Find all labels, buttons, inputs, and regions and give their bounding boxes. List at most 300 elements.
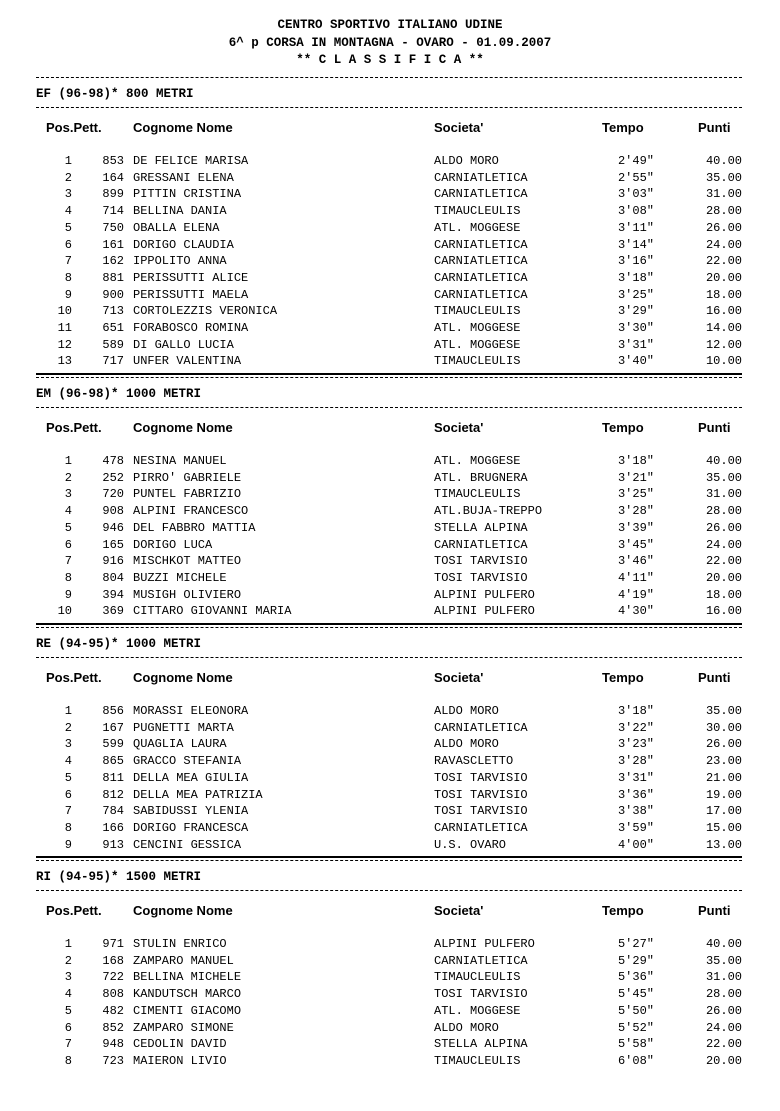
table-row (0, 154, 780, 170)
cell-name: DORIGO LUCA (133, 537, 213, 552)
cell-tempo: 3'03" (617, 187, 654, 202)
table-row (0, 954, 780, 970)
cell-pett: 723 (102, 1053, 124, 1068)
column-header-name: Cognome Nome (133, 670, 233, 685)
cell-pos: 3 (64, 970, 72, 985)
cell-pett: 948 (102, 1037, 124, 1052)
cell-tempo: 4'30" (617, 604, 654, 619)
cell-societa: ALPINI PULFERO (434, 937, 535, 951)
header-organization: CENTRO SPORTIVO ITALIANO UDINE (277, 18, 503, 32)
cell-societa: TOSI TARVISIO (434, 787, 528, 802)
cell-name: GRESSANI ELENA (133, 170, 234, 185)
table-row (0, 970, 780, 986)
cell-punti: 28.00 (705, 987, 742, 1002)
cell-pett: 811 (102, 770, 124, 785)
cell-pos: 6 (64, 237, 72, 252)
cell-pett: 900 (102, 287, 124, 302)
cell-societa: CARNIATLETICA (434, 270, 528, 285)
table-row (0, 804, 780, 820)
cell-name: PITTIN CRISTINA (133, 187, 242, 202)
table-row (0, 737, 780, 753)
table-row (0, 271, 780, 287)
cell-name: PUGNETTI MARTA (133, 720, 234, 735)
cell-pett: 971 (102, 937, 124, 951)
cell-societa: ALDO MORO (434, 1020, 499, 1035)
column-header-punti: Punti (698, 670, 731, 685)
cell-societa: TIMAUCLEULIS (434, 487, 521, 502)
header-classifica: ** C L A S S I F I C A ** (296, 53, 484, 67)
cell-tempo: 5'27" (617, 937, 654, 951)
cell-punti: 40.00 (705, 454, 742, 468)
cell-name: DEL FABBRO MATTIA (133, 520, 256, 535)
table-row (0, 304, 780, 320)
column-header-societa: Societa' (434, 420, 484, 435)
column-header-tempo: Tempo (602, 420, 644, 435)
cell-pos: 7 (64, 804, 72, 819)
cell-name: DORIGO CLAUDIA (133, 237, 234, 252)
cell-name: PIRRO' GABRIELE (133, 470, 242, 485)
cell-name: PERISSUTTI ALICE (133, 270, 249, 285)
cell-punti: 31.00 (705, 187, 742, 202)
cell-tempo: 3'40" (617, 354, 654, 369)
column-header-tempo: Tempo (602, 670, 644, 685)
cell-pett: 908 (102, 504, 124, 519)
cell-tempo: 3'08" (617, 204, 654, 219)
cell-pett: 750 (102, 220, 124, 235)
cell-name: DELLA MEA PATRIZIA (133, 787, 263, 802)
cell-pos: 7 (64, 554, 72, 569)
cell-tempo: 4'11" (617, 570, 654, 585)
cell-punti: 22.00 (705, 554, 742, 569)
cell-punti: 13.00 (705, 837, 742, 852)
cell-pett: 651 (102, 321, 124, 335)
cell-societa: TIMAUCLEULIS (434, 204, 521, 219)
cell-pos: 7 (64, 1037, 72, 1052)
cell-pett: 946 (102, 520, 124, 535)
cell-tempo: 3'21" (617, 470, 654, 485)
cell-pos: 8 (64, 1053, 72, 1068)
cell-societa: STELLA ALPINA (434, 1037, 528, 1052)
table-row (0, 354, 780, 370)
cell-pos: 5 (64, 520, 72, 535)
cell-societa: ATL. MOGGESE (434, 454, 521, 468)
cell-tempo: 3'28" (617, 754, 654, 769)
table-row (0, 221, 780, 237)
cell-name: GRACCO STEFANIA (133, 754, 242, 769)
cell-punti: 14.00 (705, 321, 742, 335)
table-row (0, 937, 780, 953)
cell-pos: 5 (64, 1003, 72, 1018)
cell-pett: 252 (102, 470, 124, 485)
cell-punti: 10.00 (705, 354, 742, 369)
cell-tempo: 2'55" (617, 170, 654, 185)
cell-pett: 714 (102, 204, 124, 219)
cell-punti: 35.00 (705, 470, 742, 485)
cell-pett: 599 (102, 737, 124, 752)
cell-tempo: 3'18" (617, 454, 654, 468)
cell-punti: 15.00 (705, 820, 742, 835)
cell-societa: TIMAUCLEULIS (434, 354, 521, 369)
cell-pos: 3 (64, 487, 72, 502)
cell-punti: 12.00 (705, 337, 742, 352)
cell-tempo: 3'25" (617, 287, 654, 302)
cell-pos: 2 (64, 953, 72, 968)
cell-punti: 18.00 (705, 287, 742, 302)
cell-name: CIMENTI GIACOMO (133, 1003, 242, 1018)
cell-pos: 1 (64, 154, 72, 168)
cell-punti: 26.00 (705, 737, 742, 752)
cell-name: CORTOLEZZIS VERONICA (133, 304, 278, 319)
cell-pos: 7 (64, 254, 72, 269)
cell-tempo: 3'31" (617, 337, 654, 352)
cell-tempo: 3'30" (617, 321, 654, 335)
column-header-pospett: Pos.Pett. (46, 420, 102, 435)
separator-line (36, 77, 742, 78)
column-header-societa: Societa' (434, 120, 484, 135)
cell-pos: 6 (64, 787, 72, 802)
cell-punti: 28.00 (705, 504, 742, 519)
cell-name: SABIDUSSI YLENIA (133, 804, 249, 819)
separator-line (36, 860, 742, 861)
cell-punti: 40.00 (705, 154, 742, 168)
cell-punti: 35.00 (705, 170, 742, 185)
cell-punti: 16.00 (705, 304, 742, 319)
cell-pett: 162 (102, 254, 124, 269)
cell-societa: TIMAUCLEULIS (434, 1053, 521, 1068)
cell-tempo: 4'19" (617, 587, 654, 602)
cell-pos: 2 (64, 470, 72, 485)
cell-societa: CARNIATLETICA (434, 187, 528, 202)
cell-tempo: 3'11" (617, 220, 654, 235)
cell-name: DELLA MEA GIULIA (133, 770, 249, 785)
cell-pos: 6 (64, 537, 72, 552)
cell-societa: U.S. OVARO (434, 837, 507, 852)
cell-name: DI GALLO LUCIA (133, 337, 234, 352)
cell-punti: 22.00 (705, 1037, 742, 1052)
cell-pos: 5 (64, 770, 72, 785)
category-title: EF (96-98)* 800 METRI (36, 87, 194, 101)
table-row (0, 588, 780, 604)
cell-punti: 26.00 (705, 1003, 742, 1018)
cell-pett: 482 (102, 1003, 124, 1018)
cell-pett: 722 (102, 970, 124, 985)
cell-tempo: 5'52" (617, 1020, 654, 1035)
table-row (0, 521, 780, 537)
cell-societa: ALDO MORO (434, 154, 499, 168)
cell-pett: 164 (102, 170, 124, 185)
cell-tempo: 3'45" (617, 537, 654, 552)
cell-societa: ALPINI PULFERO (434, 587, 535, 602)
cell-pett: 161 (102, 237, 124, 252)
cell-punti: 24.00 (705, 1020, 742, 1035)
cell-pos: 1 (64, 937, 72, 951)
cell-tempo: 3'16" (617, 254, 654, 269)
cell-societa: CARNIATLETICA (434, 287, 528, 302)
cell-name: MISCHKOT MATTEO (133, 554, 242, 569)
table-row (0, 204, 780, 220)
cell-punti: 23.00 (705, 754, 742, 769)
column-header-pospett: Pos.Pett. (46, 670, 102, 685)
column-header-name: Cognome Nome (133, 120, 233, 135)
cell-pos: 4 (64, 504, 72, 519)
table-row (0, 538, 780, 554)
cell-pos: 8 (64, 270, 72, 285)
cell-punti: 26.00 (705, 220, 742, 235)
cell-tempo: 3'14" (617, 237, 654, 252)
cell-pett: 812 (102, 787, 124, 802)
cell-punti: 20.00 (705, 270, 742, 285)
cell-societa: ATL. MOGGESE (434, 321, 521, 335)
table-row (0, 704, 780, 720)
cell-pos: 1 (64, 704, 72, 718)
cell-pett: 865 (102, 754, 124, 769)
cell-tempo: 5'29" (617, 953, 654, 968)
cell-pos: 4 (64, 204, 72, 219)
cell-pos: 2 (64, 170, 72, 185)
cell-tempo: 3'28" (617, 504, 654, 519)
cell-pett: 168 (102, 953, 124, 968)
column-header-name: Cognome Nome (133, 903, 233, 918)
cell-societa: CARNIATLETICA (434, 170, 528, 185)
cell-pos: 8 (64, 820, 72, 835)
cell-pos: 9 (64, 287, 72, 302)
header-event: 6^ p CORSA IN MONTAGNA - OVARO - 01.09.2007 (228, 36, 552, 50)
section-end-line (36, 373, 742, 375)
table-row (0, 571, 780, 587)
cell-name: KANDUTSCH MARCO (133, 987, 242, 1002)
cell-tempo: 3'18" (617, 704, 654, 718)
cell-tempo: 3'23" (617, 737, 654, 752)
column-header-pospett: Pos.Pett. (46, 903, 102, 918)
cell-societa: CARNIATLETICA (434, 953, 528, 968)
cell-pos: 1 (64, 454, 72, 468)
cell-pos: 6 (64, 1020, 72, 1035)
cell-societa: ATL. BRUGNERA (434, 470, 528, 485)
cell-pett: 899 (102, 187, 124, 202)
cell-name: PUNTEL FABRIZIO (133, 487, 242, 502)
cell-pett: 478 (102, 454, 124, 468)
column-header-tempo: Tempo (602, 903, 644, 918)
section-end-line (36, 623, 742, 625)
table-row (0, 604, 780, 620)
cell-societa: TIMAUCLEULIS (434, 304, 521, 319)
table-row (0, 171, 780, 187)
cell-societa: ATL. MOGGESE (434, 1003, 521, 1018)
category-title: RI (94-95)* 1500 METRI (36, 870, 202, 884)
separator-line (36, 407, 742, 408)
cell-name: CENCINI GESSICA (133, 837, 242, 852)
column-header-pospett: Pos.Pett. (46, 120, 102, 135)
cell-name: IPPOLITO ANNA (133, 254, 227, 269)
cell-punti: 20.00 (705, 570, 742, 585)
cell-societa: TOSI TARVISIO (434, 770, 528, 785)
table-row (0, 554, 780, 570)
cell-tempo: 3'36" (617, 787, 654, 802)
cell-pett: 369 (102, 604, 124, 619)
cell-societa: STELLA ALPINA (434, 520, 528, 535)
cell-name: BUZZI MICHELE (133, 570, 227, 585)
cell-societa: RAVASCLETTO (434, 754, 514, 769)
cell-name: CITTARO GIOVANNI MARIA (133, 604, 292, 619)
column-header-societa: Societa' (434, 903, 484, 918)
cell-pos: 9 (64, 837, 72, 852)
cell-name: MORASSI ELEONORA (133, 704, 249, 718)
cell-pett: 713 (102, 304, 124, 319)
cell-societa: TIMAUCLEULIS (434, 970, 521, 985)
table-row (0, 1004, 780, 1020)
cell-name: NESINA MANUEL (133, 454, 227, 468)
cell-societa: ALDO MORO (434, 704, 499, 718)
cell-punti: 40.00 (705, 937, 742, 951)
cell-punti: 26.00 (705, 520, 742, 535)
cell-tempo: 3'22" (617, 720, 654, 735)
table-row (0, 838, 780, 854)
table-row (0, 238, 780, 254)
cell-punti: 24.00 (705, 237, 742, 252)
column-header-societa: Societa' (434, 670, 484, 685)
cell-pos: 2 (64, 720, 72, 735)
table-row (0, 754, 780, 770)
table-row (0, 821, 780, 837)
separator-line (36, 107, 742, 108)
cell-societa: ATL. MOGGESE (434, 337, 521, 352)
cell-name: UNFER VALENTINA (133, 354, 242, 369)
cell-societa: TOSI TARVISIO (434, 570, 528, 585)
cell-pett: 166 (102, 820, 124, 835)
cell-punti: 20.00 (705, 1053, 742, 1068)
cell-punti: 21.00 (705, 770, 742, 785)
table-row (0, 788, 780, 804)
cell-name: BELLINA DANIA (133, 204, 227, 219)
table-row (0, 454, 780, 470)
cell-societa: ALPINI PULFERO (434, 604, 535, 619)
cell-pett: 394 (102, 587, 124, 602)
cell-pos: 11 (57, 321, 72, 335)
cell-punti: 16.00 (705, 604, 742, 619)
cell-name: FORABOSCO ROMINA (133, 321, 249, 335)
cell-punti: 17.00 (705, 804, 742, 819)
cell-punti: 35.00 (705, 704, 742, 718)
table-row (0, 471, 780, 487)
table-row (0, 771, 780, 787)
cell-name: BELLINA MICHELE (133, 970, 242, 985)
cell-pett: 853 (102, 154, 124, 168)
cell-pos: 8 (64, 570, 72, 585)
cell-punti: 22.00 (705, 254, 742, 269)
cell-name: MUSIGH OLIVIERO (133, 587, 242, 602)
table-row (0, 1021, 780, 1037)
cell-societa: CARNIATLETICA (434, 537, 528, 552)
cell-name: ALPINI FRANCESCO (133, 504, 249, 519)
cell-societa: CARNIATLETICA (434, 720, 528, 735)
cell-name: ZAMPARO MANUEL (133, 953, 234, 968)
cell-pos: 4 (64, 987, 72, 1002)
cell-tempo: 3'46" (617, 554, 654, 569)
cell-name: PERISSUTTI MAELA (133, 287, 249, 302)
cell-societa: ALDO MORO (434, 737, 499, 752)
cell-name: DORIGO FRANCESCA (133, 820, 249, 835)
cell-societa: TOSI TARVISIO (434, 804, 528, 819)
cell-pos: 10 (57, 604, 72, 619)
table-row (0, 987, 780, 1003)
cell-punti: 18.00 (705, 587, 742, 602)
cell-pos: 10 (57, 304, 72, 319)
cell-pos: 3 (64, 737, 72, 752)
cell-name: DE FELICE MARISA (133, 154, 249, 168)
cell-tempo: 3'25" (617, 487, 654, 502)
cell-pett: 717 (102, 354, 124, 369)
cell-tempo: 4'00" (617, 837, 654, 852)
cell-tempo: 5'36" (617, 970, 654, 985)
column-header-punti: Punti (698, 903, 731, 918)
cell-tempo: 2'49" (617, 154, 654, 168)
cell-pos: 13 (57, 354, 72, 369)
cell-societa: CARNIATLETICA (434, 820, 528, 835)
cell-pos: 5 (64, 220, 72, 235)
cell-societa: CARNIATLETICA (434, 237, 528, 252)
cell-punti: 24.00 (705, 537, 742, 552)
cell-pos: 12 (57, 337, 72, 352)
cell-societa: TOSI TARVISIO (434, 987, 528, 1002)
table-row (0, 504, 780, 520)
separator-line (36, 627, 742, 628)
cell-name: MAIERON LIVIO (133, 1053, 227, 1068)
cell-tempo: 3'29" (617, 304, 654, 319)
cell-tempo: 6'08" (617, 1053, 654, 1068)
category-title: EM (96-98)* 1000 METRI (36, 387, 202, 401)
cell-societa: TOSI TARVISIO (434, 554, 528, 569)
cell-tempo: 3'59" (617, 820, 654, 835)
cell-tempo: 5'50" (617, 1003, 654, 1018)
column-header-name: Cognome Nome (133, 420, 233, 435)
cell-pos: 9 (64, 587, 72, 602)
cell-name: OBALLA ELENA (133, 220, 220, 235)
cell-name: QUAGLIA LAURA (133, 737, 227, 752)
cell-pett: 808 (102, 987, 124, 1002)
cell-pett: 916 (102, 554, 124, 569)
cell-pett: 852 (102, 1020, 124, 1035)
separator-line (36, 377, 742, 378)
cell-societa: CARNIATLETICA (434, 254, 528, 269)
cell-tempo: 5'58" (617, 1037, 654, 1052)
section-end-line (36, 856, 742, 858)
cell-pett: 913 (102, 837, 124, 852)
cell-tempo: 5'45" (617, 987, 654, 1002)
cell-name: ZAMPARO SIMONE (133, 1020, 234, 1035)
cell-punti: 19.00 (705, 787, 742, 802)
cell-name: CEDOLIN DAVID (133, 1037, 227, 1052)
column-header-tempo: Tempo (602, 120, 644, 135)
cell-societa: ATL. MOGGESE (434, 220, 521, 235)
separator-line (36, 890, 742, 891)
cell-punti: 28.00 (705, 204, 742, 219)
column-header-punti: Punti (698, 120, 731, 135)
cell-tempo: 3'18" (617, 270, 654, 285)
cell-punti: 30.00 (705, 720, 742, 735)
table-row (0, 1054, 780, 1070)
cell-pett: 881 (102, 270, 124, 285)
cell-pett: 165 (102, 537, 124, 552)
table-row (0, 1037, 780, 1053)
cell-punti: 31.00 (705, 970, 742, 985)
cell-pett: 856 (102, 704, 124, 718)
cell-tempo: 3'39" (617, 520, 654, 535)
column-header-punti: Punti (698, 420, 731, 435)
cell-pos: 3 (64, 187, 72, 202)
cell-tempo: 3'31" (617, 770, 654, 785)
table-row (0, 321, 780, 337)
cell-pett: 720 (102, 487, 124, 502)
